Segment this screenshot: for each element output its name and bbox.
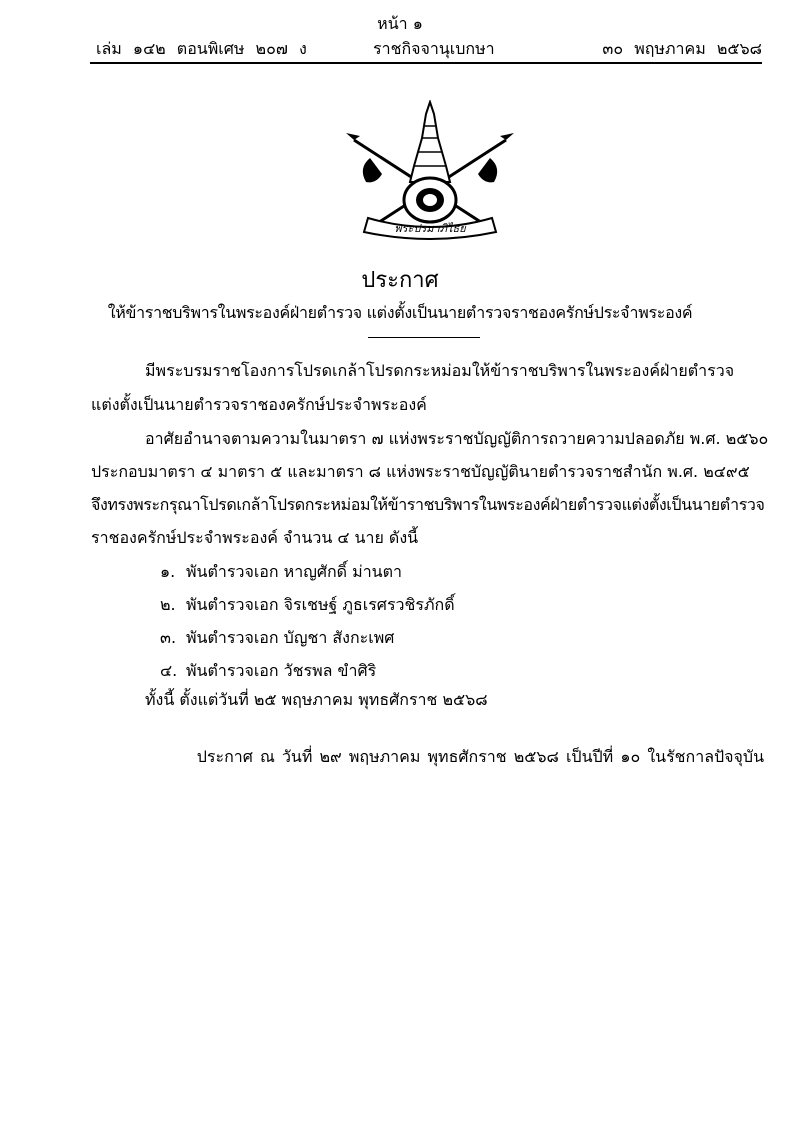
effective-date: ทั้งนี้ ตั้งแต่วันที่ ๒๕ พฤษภาคม พุทธศักราช ๒๕๖๘ <box>145 690 488 709</box>
list-number: ๔. <box>160 661 178 680</box>
volume-info: เล่ม ๑๔๒ ตอนพิเศษ ๒๐๗ ง <box>96 39 307 58</box>
body-paragraph-1-line-1: มีพระบรมราชโองการโปรดเกล้าโปรดกระหม่อมให้ข้าราชบริพารในพระองค์ฝ่ายตำรวจ <box>145 361 735 380</box>
body-paragraph-2-line-1: อาศัยอำนาจตามความในมาตรา ๗ แห่งพระราชบัญญัติการถวายความปลอดภัย พ.ศ. ๒๕๖๐ <box>145 429 769 448</box>
appointee-name: พันตำรวจเอก จิรเชษฐ์ ภูธเรศรวชิรภักดิ์ <box>186 595 455 614</box>
announcement-subtitle: ให้ข้าราชบริพารในพระองค์ฝ่ายตำรวจ แต่งตั้งเป็นนายตำรวจราชองครักษ์ประจำพระองค์ <box>107 303 693 322</box>
announcement-title: ประกาศ <box>361 268 439 293</box>
list-item <box>160 560 402 585</box>
list-number: ๒. <box>160 595 176 614</box>
list-item <box>160 593 455 618</box>
signoff-line: ประกาศ ณ วันที่ ๒๙ พฤษภาคม พุทธศักราช ๒๕๖๘ เป็นปีที่ ๑๐ ในรัชกาลปัจจุบัน <box>196 747 764 766</box>
title-divider <box>368 337 480 338</box>
appointee-name: พันตำรวจเอก หาญศักดิ์ ม่านตา <box>186 562 402 581</box>
list-number: ๑. <box>160 562 176 581</box>
body-paragraph-1-line-2: แต่งตั้งเป็นนายตำรวจราชองครักษ์ประจำพระองค์ <box>91 395 427 414</box>
appointee-name: พันตำรวจเอก บัญชา สังกะเพศ <box>186 628 395 647</box>
list-number: ๓. <box>160 628 177 647</box>
page-number: หน้า ๑ <box>377 14 423 33</box>
header-divider <box>90 62 762 64</box>
list-item <box>160 659 376 684</box>
gazette-header <box>90 37 762 61</box>
svg-text:พระปรมาภิไธย: พระปรมาภิไธย <box>394 222 466 235</box>
publication-date: ๓๐ พฤษภาคม ๒๕๖๘ <box>602 39 762 58</box>
appointee-name: พันตำรวจเอก วัชรพล ขำศิริ <box>186 661 377 680</box>
list-item <box>160 626 394 651</box>
body-paragraph-2-line-2: ประกอบมาตรา ๔ มาตรา ๕ และมาตรา ๘ แห่งพระราชบัญญัตินายตำรวจราชสำนัก พ.ศ. ๒๔๙๕ <box>91 462 750 481</box>
body-paragraph-2-line-4: ราชองครักษ์ประจำพระองค์ จำนวน ๔ นาย ดังนี้ <box>91 528 419 547</box>
body-paragraph-2-line-3: จึงทรงพระกรุณาโปรดเกล้าโปรดกระหม่อมให้ข้าราชบริพารในพระองค์ฝ่ายตำรวจแต่งตั้งเป็นนายตำรวจ <box>91 495 765 514</box>
publication-name: ราชกิจจานุเบกษา <box>373 39 495 58</box>
royal-emblem-icon <box>340 100 520 240</box>
